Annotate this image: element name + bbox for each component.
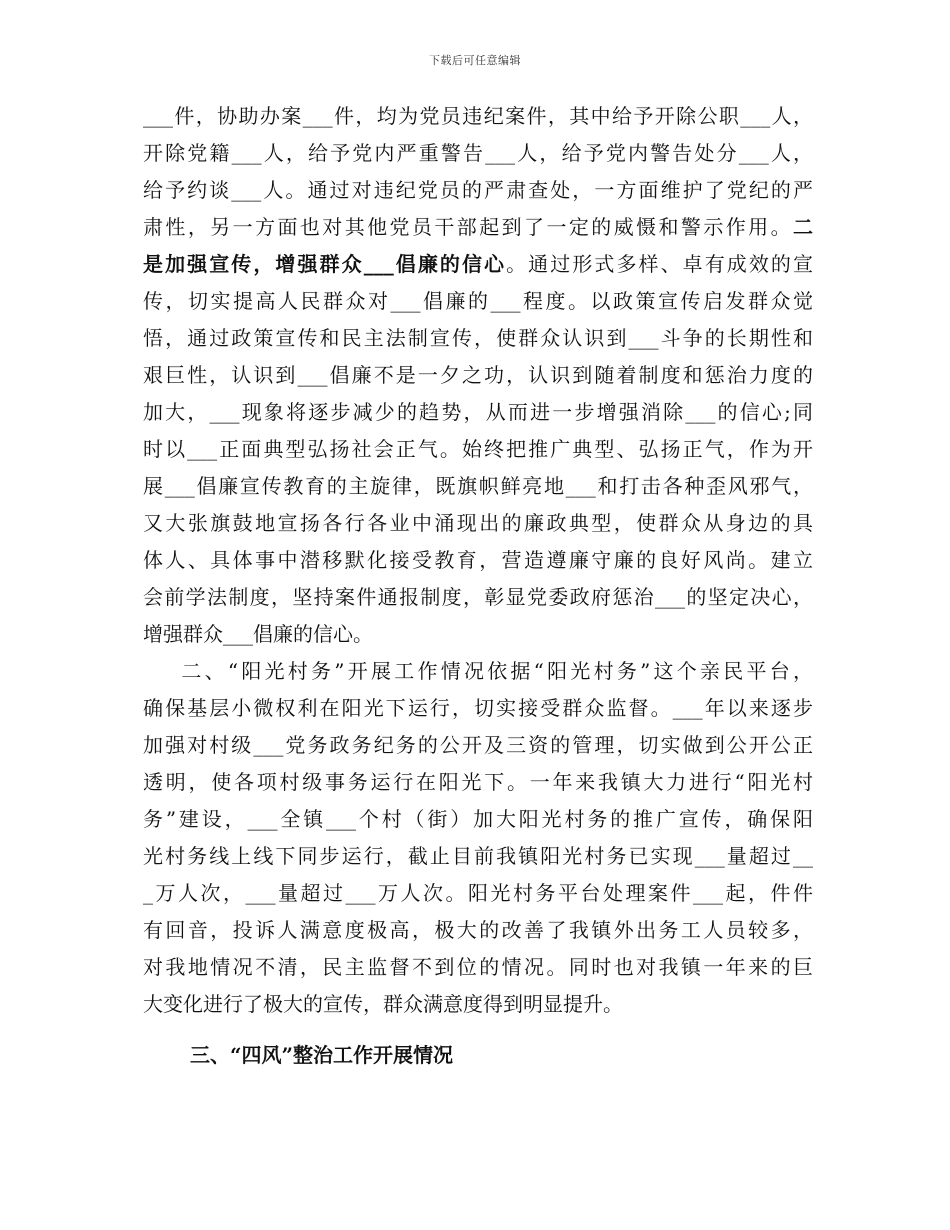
text-line: 对我地情况不清，民主监督不到位的情况。同时也对我镇一年来的巨 [143,955,813,979]
text-line: 有回音，投诉人满意度极高，极大的改善了我镇外出务工人员较多， [143,918,813,942]
text-line: 会前学法制度，坚持案件通报制度，彰显党委政府惩治___的坚定决心， [143,585,813,609]
text-line: 增强群众___倡廉的信心。 [143,622,373,646]
text-line: 艰巨性，认识到___倡廉不是一夕之功，认识到随着制度和惩治力度的 [143,363,813,387]
text-line: 展___倡廉宣传教育的主旋律，既旗帜鲜亮地___和打击各种歪风邪气， [143,474,813,498]
text-line: 大变化进行了极大的宣传，群众满意度得到明显提升。 [143,992,623,1016]
text-line: 加强对村级___党务政务纪务的公开及三资的管理，切实做到公开公正 [143,733,813,757]
bold-lead-text: 二 [793,215,813,239]
text-line: 光村务线上线下同步运行，截止目前我镇阳光村务已实现___量超过__ [143,844,813,868]
page-header-note: 下载后可任意编辑 [429,54,521,67]
text-line: 加大，___现象将逐步减少的趋势，从而进一步增强消除___的信心;同 [143,400,813,424]
text-line: 给予约谈___人。通过对违纪党员的严肃查处，一方面维护了党纪的严 [143,178,813,202]
document-body [143,98,813,1023]
text-line: 悟，通过政策宣传和民主法制宣传，使群众认识到___斗争的长期性和 [143,326,813,350]
text-line: 开除党籍___人，给予党内严重警告___人，给予党内警告处分___人， [143,141,813,165]
text-line: 务”建设，___全镇___个村（街）加大阳光村务的推广宣传，确保阳 [143,807,813,831]
bold-lead-text: 是加强宣传，增强群众___倡廉的信心 [143,252,507,276]
text-line: 体人、具体事中潜移默化接受教育，营造遵廉守廉的良好风尚。建立 [143,548,813,572]
text-line: 时以___正面典型弘扬社会正气。始终把推广典型、弘扬正气，作为开 [143,437,813,461]
text-line: _万人次，___量超过___万人次。阳光村务平台处理案件___起，件件 [143,881,813,905]
text-line: ___件，协助办案___件，均为党员违纪案件，其中给予开除公职___人， [143,104,813,128]
section-heading-three: 三、“四风”整治工作开展情况 [190,1043,454,1067]
text-line: 是加强宣传，增强群众___倡廉的信心。通过形式多样、卓有成效的宣 [143,252,814,276]
text-line: 又大张旗鼓地宣扬各行各业中涌现出的廉政典型，使群众从身边的具 [143,511,813,535]
text-line: 二、“阳光村务”开展工作情况依据“阳光村务”这个亲民平台， [143,659,813,683]
text-line: 传，切实提高人民群众对___倡廉的___程度。以政策宣传启发群众觉 [143,289,813,313]
text-line: 确保基层小微权利在阳光下运行，切实接受群众监督。___年以来逐步 [143,696,813,720]
text-line: 透明，使各项村级事务运行在阳光下。一年来我镇大力进行“阳光村 [143,770,813,794]
text-line: 肃性，另一方面也对其他党员干部起到了一定的威慑和警示作用。二 [143,215,813,239]
